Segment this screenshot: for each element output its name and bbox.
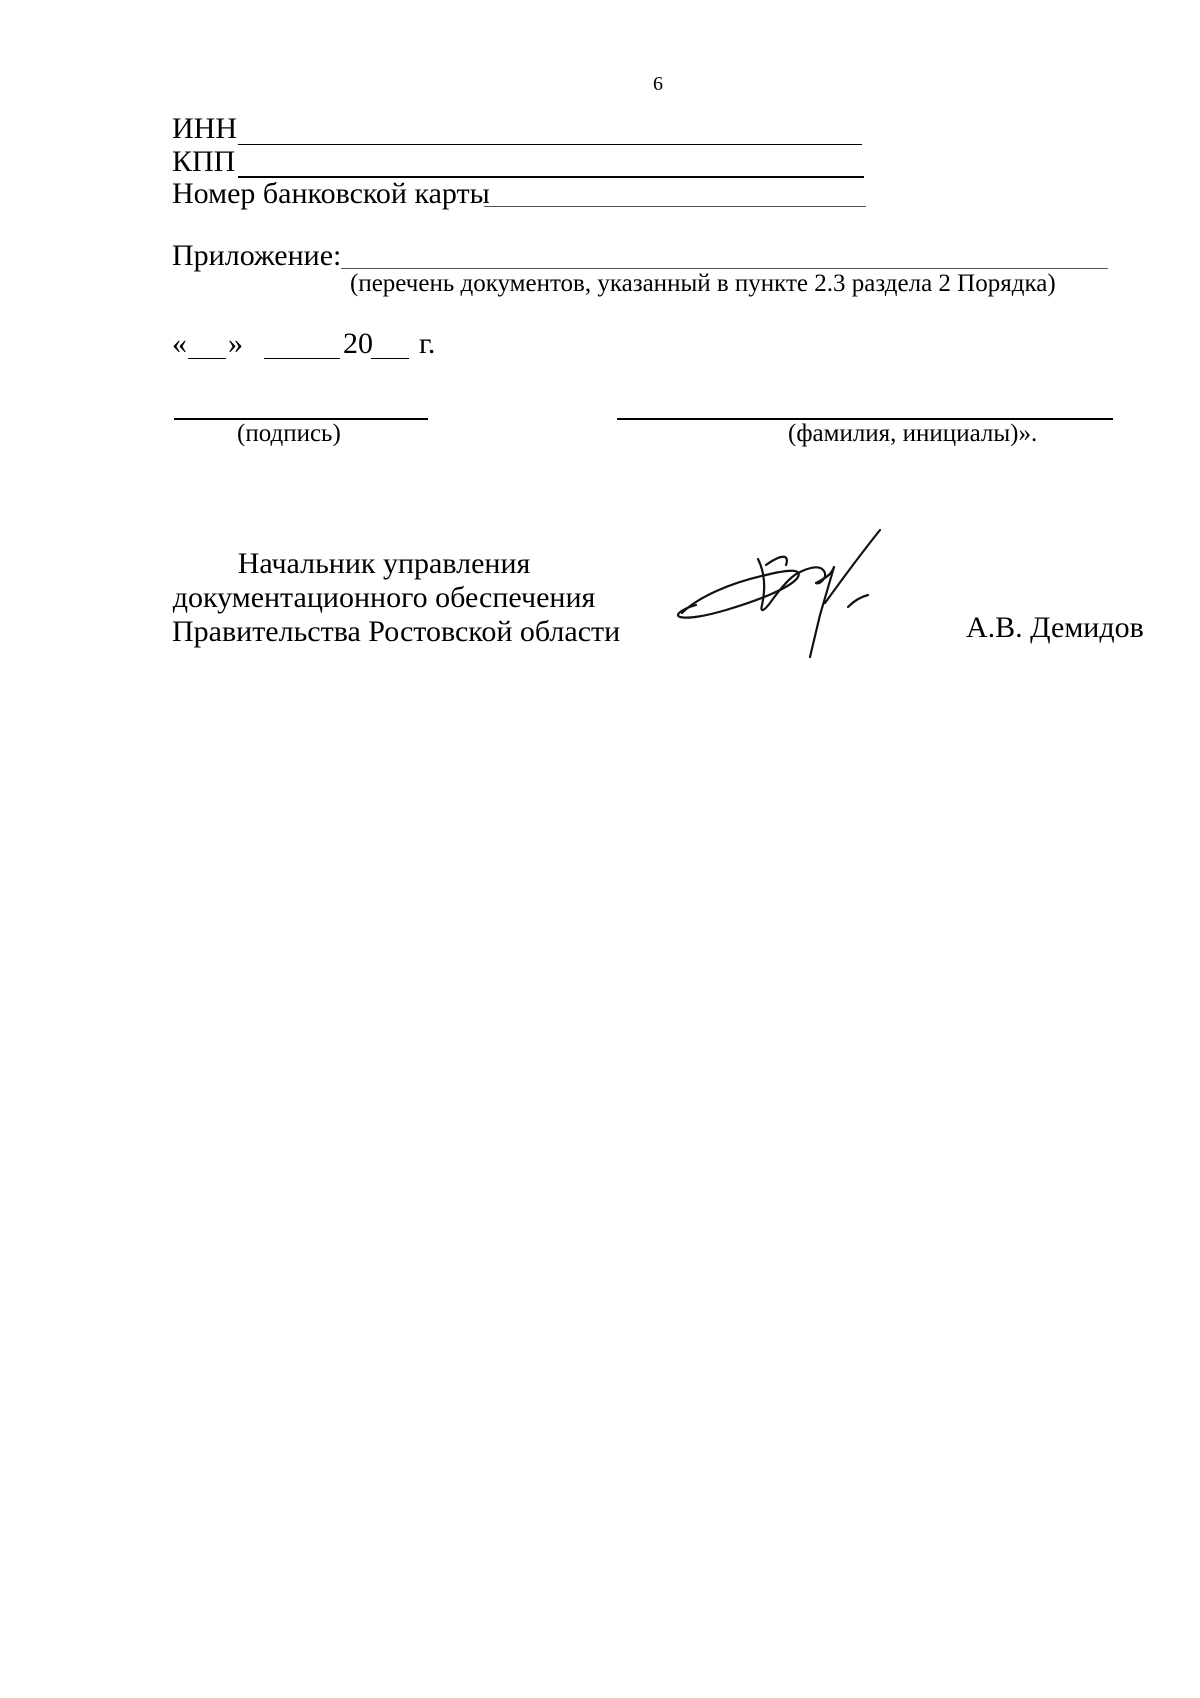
signatory-name: А.В. Демидов	[966, 611, 1144, 644]
inn-field-line[interactable]	[238, 144, 862, 145]
date-month-blank[interactable]	[264, 358, 340, 359]
date-open-quote: «	[172, 327, 187, 360]
attachment-hint: (перечень документов, указанный в пункте 2.3 раздела 2 Порядка)	[350, 270, 1056, 297]
inn-label: ИНН	[172, 112, 237, 145]
signatory-title-line3: Правительства Ростовской области	[172, 615, 621, 648]
date-day-blank[interactable]	[188, 358, 226, 359]
signatory-title-line1: Начальник управления	[237, 547, 531, 580]
kpp-label: КПП	[172, 145, 236, 178]
date-close-quote: »	[228, 327, 243, 360]
date-year-blank[interactable]	[371, 358, 409, 359]
attachment-label: Приложение:	[172, 239, 342, 272]
name-caption: (фамилия, инициалы)».	[788, 420, 1038, 447]
page-number: 6	[653, 73, 663, 95]
date-year-prefix: 20	[343, 327, 373, 360]
bank-card-label: Номер банковской карты	[172, 177, 490, 210]
attachment-field-line[interactable]	[341, 268, 1108, 269]
date-year-suffix: г.	[419, 327, 436, 360]
signatory-title	[172, 547, 621, 649]
handwritten-signature-icon	[670, 525, 970, 685]
signature-caption: (подпись)	[237, 420, 341, 447]
bank-card-field-line[interactable]	[484, 206, 866, 207]
signatory-title-line2: документационного обеспечения	[172, 581, 596, 614]
